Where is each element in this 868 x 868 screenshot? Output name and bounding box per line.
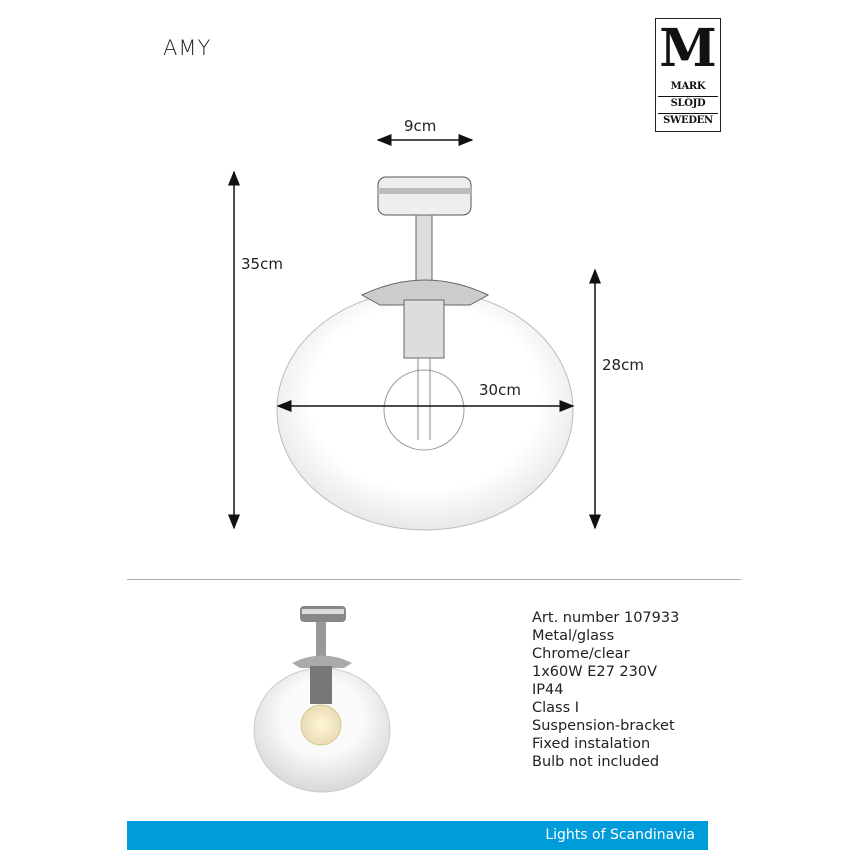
- dim-shade-height: 28cm: [602, 356, 644, 374]
- logo-line: MARK: [670, 81, 706, 92]
- logo-line: SLÖJD: [658, 96, 718, 111]
- spec-item: Bulb not included: [532, 754, 660, 770]
- dim-total-height: 35cm: [241, 255, 283, 273]
- logo-line: SWEDEN: [658, 113, 718, 128]
- dim-canopy-width: 9cm: [404, 117, 437, 135]
- spec-item: 1x60W E27 230V: [532, 664, 658, 680]
- spec-list: [532, 609, 679, 771]
- socket: [404, 300, 444, 358]
- spec-item: Fixed instalation: [532, 736, 651, 752]
- divider: [127, 579, 741, 580]
- footer-bar: [127, 821, 708, 850]
- product-title: AMY: [163, 36, 212, 60]
- logo-letter: M: [659, 21, 717, 77]
- spec-item: IP44: [532, 682, 564, 698]
- spec-item: Chrome/clear: [532, 646, 630, 662]
- stem: [416, 215, 432, 285]
- spec-item: Art. number 107933: [532, 610, 680, 626]
- spec-item: Class I: [532, 700, 580, 716]
- canopy: [378, 177, 471, 215]
- footer-tagline: Lights of Scandinavia: [545, 827, 695, 843]
- spec-item: Metal/glass: [532, 628, 615, 644]
- product-photo: [250, 600, 400, 800]
- dim-shade-width: 30cm: [479, 381, 521, 399]
- spec-item: Suspension-bracket: [532, 718, 675, 734]
